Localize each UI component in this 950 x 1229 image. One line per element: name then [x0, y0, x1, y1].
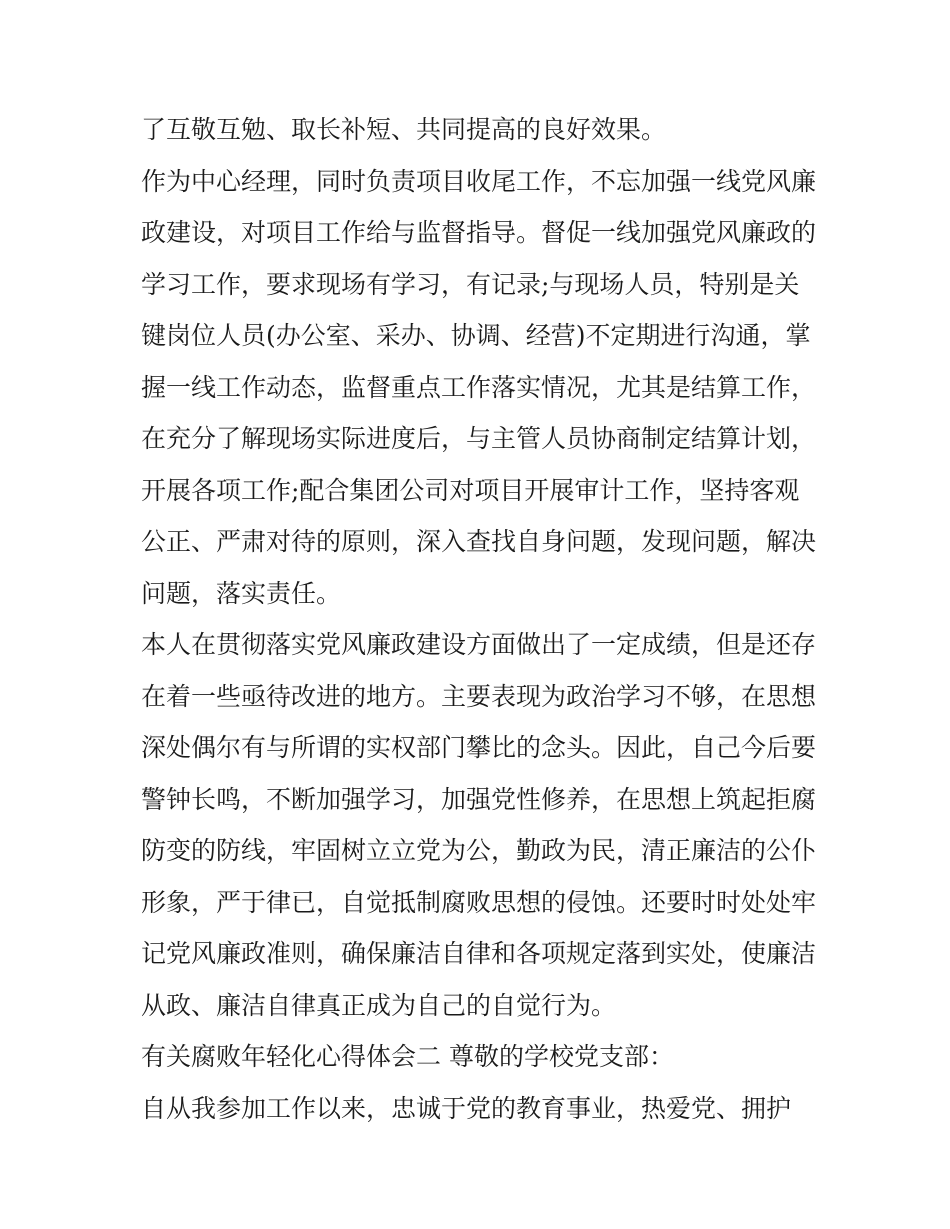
text-line: 了互敬互勉、取长补短、共同提高的良好效果。 [141, 115, 667, 144]
section-heading-line: 有关腐败年轻化心得体会二 尊敬的学校党支部： [141, 1042, 674, 1071]
text-line: 政建设，对项目工作给与监督指导。督促一线加强党风廉政的 [141, 218, 817, 247]
text-line: 问题，落实责任。 [141, 578, 342, 608]
text-line: 记党风廉政准则，确保廉洁自律和各项规定落到实处，使廉洁 [141, 939, 817, 968]
text-line: 作为中心经理，同时负责项目收尾工作，不忘加强一线党风廉 [141, 166, 817, 196]
text-line: 深处偶尔有与所谓的实权部门攀比的念头。因此，自己今后要 [141, 733, 817, 762]
text-line: 防变的防线，牢固树立立党为公，勤政为民，清正廉洁的公仆 [141, 836, 817, 865]
text-line: 学习工作，要求现场有学习，有记录;与现场人员，特别是关 [141, 269, 800, 299]
text-line: 自从我参加工作以来，忠诚于党的教育事业，热爱党、拥护 [141, 1093, 792, 1123]
text-line: 握一线工作动态，监督重点工作落实情况，尤其是结算工作， [141, 372, 817, 402]
text-line: 公正、严肃对待的原则，深入查找自身问题，发现问题，解决 [141, 527, 817, 556]
text-line: 在着一些亟待改进的地方。主要表现为政治学习不够，在思想 [141, 681, 817, 711]
document-body [141, 104, 821, 1134]
text-line: 开展各项工作;配合集团公司对项目开展审计工作，坚持客观 [141, 475, 800, 505]
text-line: 在充分了解现场实际进度后，与主管人员协商制定结算计划， [141, 424, 817, 453]
text-line: 键岗位人员(办公室、采办、协调、经营)不定期进行沟通，掌 [141, 321, 811, 350]
text-line: 警钟长鸣，不断加强学习，加强党性修养，在思想上筑起拒腐 [141, 784, 817, 814]
text-line: 形象，严于律已，自觉抵制腐败思想的侵蚀。还要时时处处牢 [141, 887, 817, 917]
text-line: 本人在贯彻落实党风廉政建设方面做出了一定成绩，但是还存 [141, 630, 817, 659]
text-line: 从政、廉洁自律真正成为自己的自觉行为。 [141, 990, 617, 1020]
